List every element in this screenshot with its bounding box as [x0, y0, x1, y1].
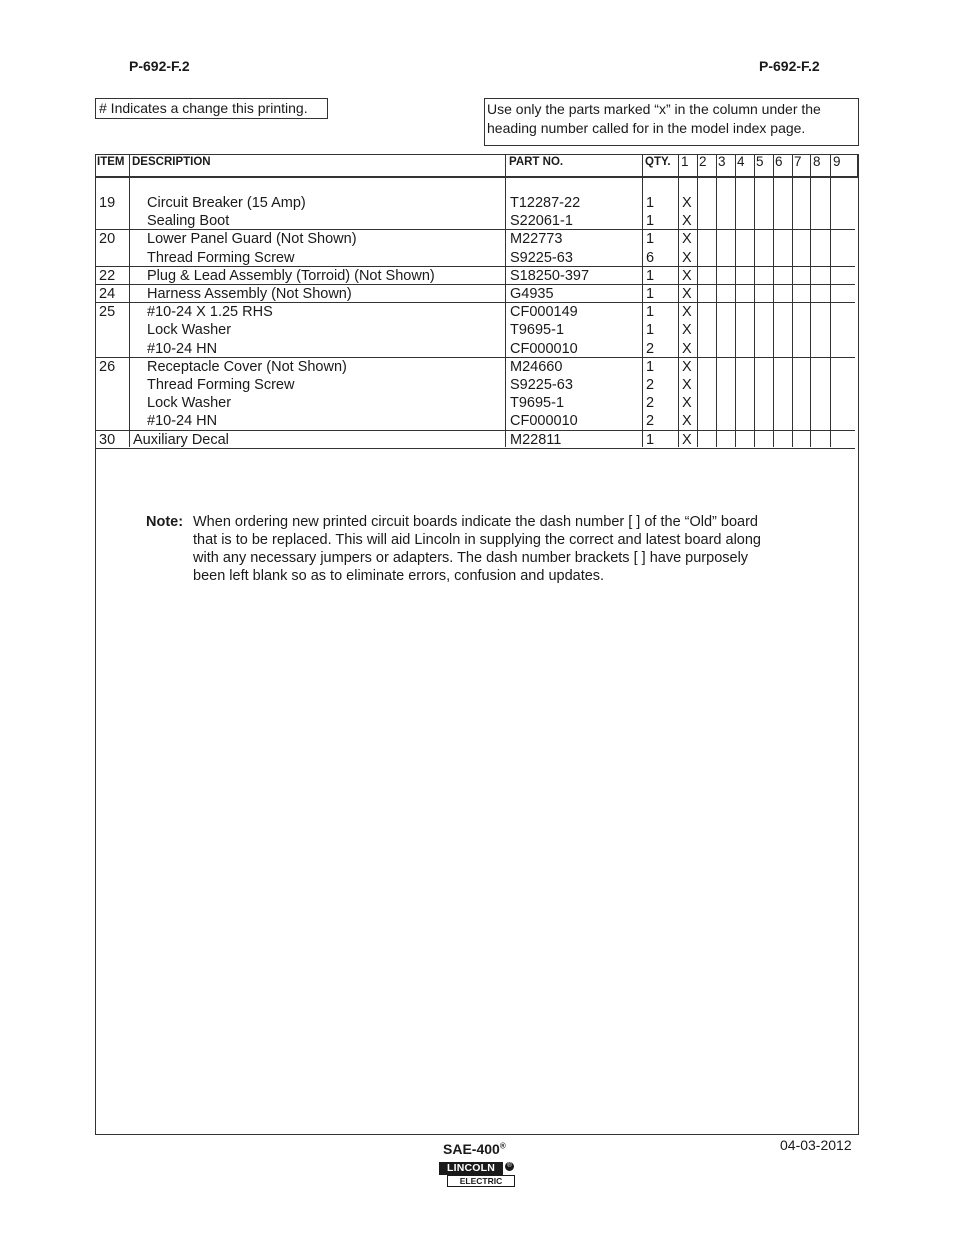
row-quantity: 2 — [646, 377, 655, 393]
model-column-number: 4 — [737, 154, 745, 169]
revision-date: 04-03-2012 — [780, 1137, 852, 1153]
column-separator — [810, 154, 811, 447]
row-quantity: 2 — [646, 395, 655, 412]
row-item-number: 22 — [99, 267, 116, 284]
column-separator — [678, 154, 679, 447]
usage-note-line-2: heading number called for in the model index page. — [487, 120, 806, 136]
note-line: been left blank so as to eliminate errors, confusion and updates. — [193, 568, 605, 584]
row-part-number: CF000010 — [510, 340, 578, 357]
header-part-no: PART NO. — [509, 156, 564, 168]
model-column-number: 6 — [775, 154, 783, 169]
row-quantity: 2 — [646, 340, 655, 357]
row-description: Thread Forming Screw — [147, 377, 295, 393]
row-description: Lock Washer — [147, 395, 232, 412]
row-description: Sealing Boot — [147, 213, 230, 230]
row-description: #10-24 HN — [147, 340, 218, 357]
logo-electric-text: ELECTRIC — [447, 1175, 515, 1187]
logo-lincoln-text: LINCOLN — [439, 1162, 503, 1175]
model-column-number: 5 — [756, 154, 764, 169]
row-description: Auxiliary Decal — [133, 431, 229, 448]
usage-note-line-1: Use only the parts marked “x” in the column under the — [487, 101, 821, 117]
row-description: Circuit Breaker (15 Amp) — [147, 195, 306, 211]
note-line: with any necessary jumpers or adapters. The dash number brackets [ ] have purposely — [193, 550, 749, 566]
row-part-number: T9695-1 — [510, 395, 565, 412]
row-description: Lower Panel Guard (Not Shown) — [147, 231, 357, 248]
model-column-number: 9 — [833, 154, 841, 169]
column-separator — [773, 154, 774, 447]
row-item-number: 20 — [99, 231, 116, 248]
row-description: Receptacle Cover (Not Shown) — [147, 358, 347, 375]
row-part-number: S9225-63 — [510, 377, 573, 393]
row-part-number: G4935 — [510, 286, 554, 302]
row-quantity: 2 — [646, 413, 655, 430]
model-column-number: 7 — [794, 154, 802, 169]
row-quantity: 6 — [646, 249, 655, 266]
row-item-number: 24 — [99, 286, 116, 302]
model-column-number: 1 — [681, 154, 689, 169]
header-item: ITEM — [97, 156, 125, 168]
header-description: DESCRIPTION — [132, 156, 211, 168]
column-separator — [642, 154, 643, 447]
row-item-number: 25 — [99, 304, 116, 321]
row-quantity: 1 — [646, 195, 655, 211]
row-model-1-mark: X — [682, 340, 692, 357]
row-description: Thread Forming Screw — [147, 249, 295, 266]
row-quantity: 1 — [646, 267, 655, 284]
note-line: When ordering new printed circuit boards indicate the dash number [ ] of the “Old” board — [193, 514, 758, 530]
column-separator — [716, 154, 717, 447]
column-separator — [505, 154, 506, 447]
row-part-number: CF000010 — [510, 413, 578, 430]
row-description: Plug & Lead Assembly (Torroid) (Not Shown) — [147, 267, 435, 284]
row-part-number: M22811 — [510, 431, 562, 448]
row-model-1-mark: X — [682, 358, 692, 375]
row-quantity: 1 — [646, 231, 655, 248]
model-column-number: 8 — [813, 154, 821, 169]
row-model-1-mark: X — [682, 322, 692, 339]
row-description: #10-24 HN — [147, 413, 218, 430]
column-separator — [129, 154, 130, 447]
page-code-right: P-692-F.2 — [759, 58, 820, 74]
row-item-number: 30 — [99, 431, 116, 448]
row-model-1-mark: X — [682, 249, 692, 266]
row-description: #10-24 X 1.25 RHS — [147, 304, 273, 321]
row-group-rule — [95, 448, 855, 449]
row-item-number: 19 — [99, 195, 116, 211]
row-model-1-mark: X — [682, 413, 692, 430]
row-quantity: 1 — [646, 431, 655, 448]
column-separator — [754, 154, 755, 447]
table-header-rule — [95, 176, 858, 178]
row-quantity: 1 — [646, 358, 655, 375]
row-model-1-mark: X — [682, 304, 692, 321]
row-description: Harness Assembly (Not Shown) — [147, 286, 352, 302]
row-model-1-mark: X — [682, 286, 692, 302]
change-indicator-box: # Indicates a change this printing. — [95, 98, 328, 119]
row-description: Lock Washer — [147, 322, 232, 339]
row-model-1-mark: X — [682, 231, 692, 248]
row-part-number: S22061-1 — [510, 213, 573, 230]
header-qty: QTY. — [645, 156, 671, 168]
row-part-number: S9225-63 — [510, 249, 573, 266]
lincoln-electric-logo — [439, 1162, 517, 1189]
row-part-number: CF000149 — [510, 304, 578, 321]
row-part-number: T12287-22 — [510, 195, 581, 211]
note-body — [193, 513, 833, 585]
model-name: SAE-400® — [443, 1141, 506, 1157]
row-item-number: 26 — [99, 358, 116, 375]
note-label: Note: — [146, 514, 184, 530]
row-part-number: M22773 — [510, 231, 563, 248]
column-separator — [830, 154, 831, 447]
column-separator — [697, 154, 698, 447]
row-model-1-mark: X — [682, 267, 692, 284]
row-part-number: M24660 — [510, 358, 563, 375]
row-quantity: 1 — [646, 286, 655, 302]
registered-mark: ® — [499, 1141, 506, 1151]
row-part-number: T9695-1 — [510, 322, 565, 339]
row-model-1-mark: X — [682, 431, 692, 448]
page-code-left: P-692-F.2 — [129, 58, 190, 74]
row-model-1-mark: X — [682, 377, 692, 393]
model-column-number: 3 — [718, 154, 726, 169]
row-quantity: 1 — [646, 304, 655, 321]
column-separator — [735, 154, 736, 447]
row-model-1-mark: X — [682, 213, 692, 230]
row-part-number: S18250-397 — [510, 267, 590, 284]
model-column-number: 2 — [699, 154, 707, 169]
note-line: that is to be replaced. This will aid Lincoln in supplying the correct and latest board along — [193, 532, 761, 548]
usage-note-box — [484, 98, 859, 146]
row-quantity: 1 — [646, 322, 655, 339]
table-header-right-edge — [857, 154, 858, 176]
logo-registered-icon: ® — [505, 1162, 514, 1171]
row-quantity: 1 — [646, 213, 655, 230]
column-separator — [792, 154, 793, 447]
row-model-1-mark: X — [682, 395, 692, 412]
row-model-1-mark: X — [682, 195, 692, 211]
